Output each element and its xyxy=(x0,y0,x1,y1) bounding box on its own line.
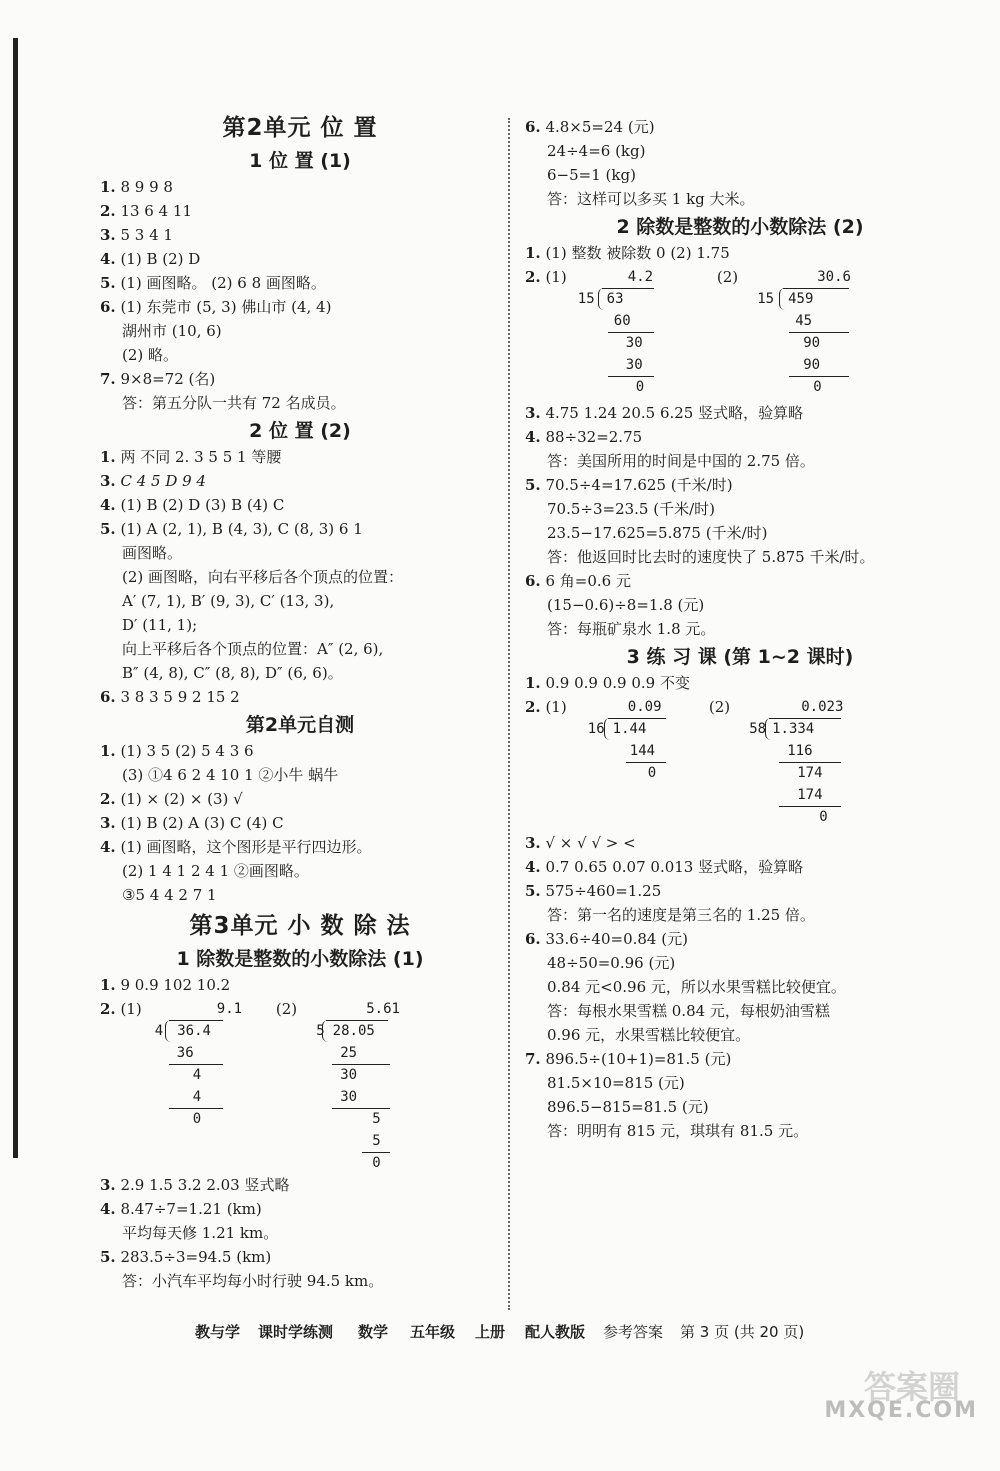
division-step: 4 xyxy=(192,1089,202,1105)
answer-line: 5. 575÷460=1.25 xyxy=(525,882,662,900)
answer-line: (15−0.6)÷8=1.8 (元) xyxy=(547,596,705,614)
answer-line: 答：明明有 815 元，琪琪有 81.5 元。 xyxy=(547,1122,809,1140)
answer-line: 答：美国所用的时间是中国的 2.75 倍。 xyxy=(547,452,815,470)
division-step: 36 xyxy=(176,1045,194,1061)
division-bar xyxy=(608,718,666,719)
dividend: 63 xyxy=(606,291,624,307)
answer-line: 3. C 4 5 D 9 4 xyxy=(100,472,206,490)
footer-series: 课时学练测 xyxy=(258,1323,334,1341)
answer-line: 0.84 元<0.96 元，所以水果雪糕比较便宜。 xyxy=(547,978,846,996)
answer-line: (2) 画图略，向右平移后各个顶点的位置： xyxy=(122,568,404,586)
answer-line: 向上平移后各个顶点的位置：A″ (2, 6), xyxy=(122,640,384,658)
long-division xyxy=(749,696,899,828)
division-step: 0 xyxy=(813,379,822,395)
answer-line: 答：每根水果雪糕 0.84 元，每根奶油雪糕 xyxy=(547,1002,830,1020)
answer-line: 6. 4.8×5=24 (元) xyxy=(525,118,655,136)
answer-line: 23.5−17.625=5.875 (千米/时) xyxy=(547,524,768,542)
divisor: 58 xyxy=(749,721,767,737)
answer-line: 答：小汽车平均每小时行驶 94.5 km。 xyxy=(122,1272,384,1290)
answer-line: 48÷50=0.96 (元) xyxy=(547,954,676,972)
answer-line: 3. (1) B (2) A (3) C (4) C xyxy=(100,814,284,832)
underline xyxy=(362,1152,390,1153)
answer-line: 2. 13 6 4 11 xyxy=(100,202,193,220)
answer-line: 3. 4.75 1.24 20.5 6.25 竖式略，验算略 xyxy=(525,404,804,422)
column-divider xyxy=(508,118,510,1310)
answer-line: A′ (7, 1), B′ (9, 3), C′ (13, 3), xyxy=(122,592,335,610)
answer-line: 答：每瓶矿泉水 1.8 元。 xyxy=(547,620,716,638)
footer-subject: 数学 xyxy=(358,1323,389,1341)
underline xyxy=(332,1064,390,1065)
footer-grade: 五年级 xyxy=(410,1323,456,1341)
long-division xyxy=(316,998,446,1174)
quotient: 0.023 xyxy=(801,699,844,715)
answer-line: 24÷4=6 (kg) xyxy=(547,142,646,160)
page-footer xyxy=(0,1321,1000,1345)
answer-line: 81.5×10=815 (元) xyxy=(547,1074,685,1092)
division-step: 90 xyxy=(803,335,821,351)
division-step: 0 xyxy=(819,809,828,825)
division-bar xyxy=(769,718,841,719)
division-step: 45 xyxy=(795,313,813,329)
answer-line: 896.5−815=81.5 (元) xyxy=(547,1098,709,1116)
division-step: 0 xyxy=(192,1111,202,1127)
footer-volume: 上册 xyxy=(475,1323,506,1341)
dividend: 1.44 xyxy=(612,721,647,737)
answer-line: 6. 33.6÷40=0.84 (元) xyxy=(525,930,688,948)
section2-title: 2 位 置 (2) xyxy=(249,420,351,442)
division-step: 0 xyxy=(635,379,645,395)
division-step: 4 xyxy=(192,1067,202,1083)
answer-line: 4. (1) 画图略，这个图形是平行四边形。 xyxy=(100,838,372,856)
divisor: 4 xyxy=(154,1023,164,1039)
division-bracket xyxy=(598,288,607,310)
divisor: 15 xyxy=(757,291,775,307)
division-step: 144 xyxy=(629,743,656,759)
division-bar xyxy=(602,288,654,289)
watermark-url: MXQE.COM xyxy=(824,1398,978,1423)
long-division-row: 2. (1) 4.2 15 63 60 30 30 0 (2) 30.6 15 459 45 90 90 0 xyxy=(525,266,955,402)
self-test-title: 第2单元自测 xyxy=(245,714,355,736)
answer-line: 湖州市 (10, 6) xyxy=(122,322,222,340)
division-step: 116 xyxy=(787,743,813,759)
division-bar xyxy=(783,288,849,289)
watermark-logo: 答案圈 xyxy=(863,1368,960,1406)
answer-line: ③5 4 4 2 7 1 xyxy=(122,886,217,904)
answer-line: 5. (1) A (2, 1), B (4, 3), C (8, 3) 6 1 xyxy=(100,520,363,538)
unit2-title: 第2单元 位 置 xyxy=(222,115,378,141)
division-step: 0 xyxy=(647,765,657,781)
long-division-row: 2. (1) 0.09 16 1.44 144 0 (2) 0.023 58 1.334 116 174 174 0 xyxy=(525,696,955,832)
answer-line: 7. 896.5÷(10+1)=81.5 (元) xyxy=(525,1050,732,1068)
answer-line: 6−5=1 (kg) xyxy=(547,166,636,184)
quotient: 9.1 xyxy=(216,1001,243,1017)
answer-line: 7. 9×8=72 (名) xyxy=(100,370,216,388)
underline xyxy=(608,376,654,377)
division-step: 30 xyxy=(625,335,643,351)
answer-line: 1. (1) 3 5 (2) 5 4 3 6 xyxy=(100,742,254,760)
footer-page: 第 3 页 (共 20 页) xyxy=(680,1323,805,1341)
section3-title: 3 练 习 课 (第 1~2 课时) xyxy=(626,646,854,668)
answer-line: 6. (1) 东莞市 (5, 3) 佛山市 (4, 4) xyxy=(100,298,332,316)
answer-line: 答：这样可以多买 1 kg 大米。 xyxy=(547,190,755,208)
long-division xyxy=(757,266,897,398)
quotient: 30.6 xyxy=(817,269,851,285)
division-step: 5 xyxy=(372,1133,381,1149)
answer-line: 1. 9 0.9 102 10.2 xyxy=(100,976,231,994)
division-step: 60 xyxy=(613,313,631,329)
answer-line: D′ (11, 1); xyxy=(122,616,198,634)
answer-line: 平均每天修 1.21 km。 xyxy=(122,1224,279,1242)
footer-section: 参考答案 xyxy=(603,1323,664,1341)
division-bar xyxy=(326,1020,388,1021)
section3-title: 1 除数是整数的小数除法 (1) xyxy=(176,948,424,970)
answer-line: (2) 略。 xyxy=(122,346,179,364)
division-step: 25 xyxy=(340,1045,358,1061)
division-step: 0 xyxy=(372,1155,381,1171)
right-column xyxy=(525,116,955,1144)
answer-line: 4. (1) B (2) D (3) B (4) C xyxy=(100,496,285,514)
long-division xyxy=(155,998,265,1130)
long-division xyxy=(578,266,698,398)
long-division-row: 2. (1) 9.1 4 36.4 36 4 4 0 (2) 5.61 5 28.05 25 30 30 5 5 0 xyxy=(100,998,500,1174)
answer-line: 1. 0.9 0.9 0.9 0.9 不变 xyxy=(525,674,690,692)
answer-line: 3. 5 3 4 1 xyxy=(100,226,173,244)
division-bracket xyxy=(165,1020,174,1042)
left-column xyxy=(100,110,500,1294)
dividend: 1.334 xyxy=(772,721,815,737)
answer-line: 6. 3 8 3 5 9 2 15 2 xyxy=(100,688,240,706)
division-bracket xyxy=(779,288,788,310)
division-step: 30 xyxy=(625,357,643,373)
divisor: 15 xyxy=(577,291,595,307)
unit3-title: 第3单元 小 数 除 法 xyxy=(189,913,411,939)
underline xyxy=(332,1108,390,1109)
underline xyxy=(169,1108,223,1109)
answer-line: B″ (4, 8), C″ (8, 8), D″ (6, 6)。 xyxy=(122,664,343,682)
answer-line: 答：他返回时比去时的速度快了 5.875 千米/时。 xyxy=(547,548,875,566)
underline xyxy=(779,806,841,807)
answer-line: 4. 88÷32=2.75 xyxy=(525,428,643,446)
answer-line: 3. √ × √ √ > < xyxy=(525,834,636,852)
division-step: 90 xyxy=(803,357,821,373)
quotient: 5.61 xyxy=(366,1001,400,1017)
answer-line: 3. 2.9 1.5 3.2 2.03 竖式略 xyxy=(100,1176,290,1194)
division-step: 174 xyxy=(797,787,823,803)
division-step: 30 xyxy=(340,1089,358,1105)
answer-line: (2) 1 4 1 2 4 1 ②画图略。 xyxy=(122,862,309,880)
underline xyxy=(779,762,841,763)
answer-line: 5. 70.5÷4=17.625 (千米/时) xyxy=(525,476,733,494)
underline xyxy=(626,762,666,763)
section1-title: 1 位 置 (1) xyxy=(249,150,351,172)
divisor: 5 xyxy=(316,1023,325,1039)
dividend: 36.4 xyxy=(177,1023,211,1039)
quotient: 4.2 xyxy=(627,269,654,285)
division-bar xyxy=(169,1020,223,1021)
answer-line: 画图略。 xyxy=(122,544,183,562)
section2-title: 2 除数是整数的小数除法 (2) xyxy=(616,216,864,238)
dividend: 28.05 xyxy=(332,1023,375,1039)
division-step: 30 xyxy=(340,1067,358,1083)
answer-line: 答：第一名的速度是第三名的 1.25 倍。 xyxy=(547,906,815,924)
division-bracket xyxy=(765,718,774,740)
answer-line: 4. (1) B (2) D xyxy=(100,250,201,268)
underline xyxy=(608,332,654,333)
dividend: 459 xyxy=(788,291,814,307)
answer-line: 5. 283.5÷3=94.5 (km) xyxy=(100,1248,272,1266)
answer-line: 6. 6 角=0.6 元 xyxy=(525,572,631,590)
answer-line: 4. 0.7 0.65 0.07 0.013 竖式略，验算略 xyxy=(525,858,804,876)
answer-line: 1. (1) 整数 被除数 0 (2) 1.75 xyxy=(525,244,730,262)
answer-line: 2. (1) × (2) × (3) √ xyxy=(100,790,243,808)
footer-edition: 配人教版 xyxy=(525,1323,586,1341)
answer-line: (3) ①4 6 2 4 10 1 ②小牛 蜗牛 xyxy=(122,766,339,784)
long-division xyxy=(588,696,698,784)
answer-line: 4. 8.47÷7=1.21 (km) xyxy=(100,1200,262,1218)
division-step: 5 xyxy=(372,1111,381,1127)
underline xyxy=(789,332,849,333)
underline xyxy=(169,1064,223,1065)
answer-line: 答：第五分队一共有 72 名成员。 xyxy=(122,394,346,412)
answer-line: 70.5÷3=23.5 (千米/时) xyxy=(547,500,716,518)
division-bracket xyxy=(322,1020,331,1042)
division-step: 174 xyxy=(797,765,823,781)
binder-line xyxy=(13,38,18,1158)
divisor: 16 xyxy=(587,721,605,737)
answer-line: 1. 8 9 9 8 xyxy=(100,178,173,196)
division-bracket xyxy=(604,718,613,740)
footer-brand: 教与学 xyxy=(195,1323,241,1341)
quotient: 0.09 xyxy=(627,699,662,715)
underline xyxy=(789,376,849,377)
answer-line: 1. 两 不同 2. 3 5 5 1 等腰 xyxy=(100,448,282,466)
answer-line: 0.96 元，水果雪糕比较便宜。 xyxy=(547,1026,751,1044)
answer-line: 5. (1) 画图略。 (2) 6 8 画图略。 xyxy=(100,274,326,292)
